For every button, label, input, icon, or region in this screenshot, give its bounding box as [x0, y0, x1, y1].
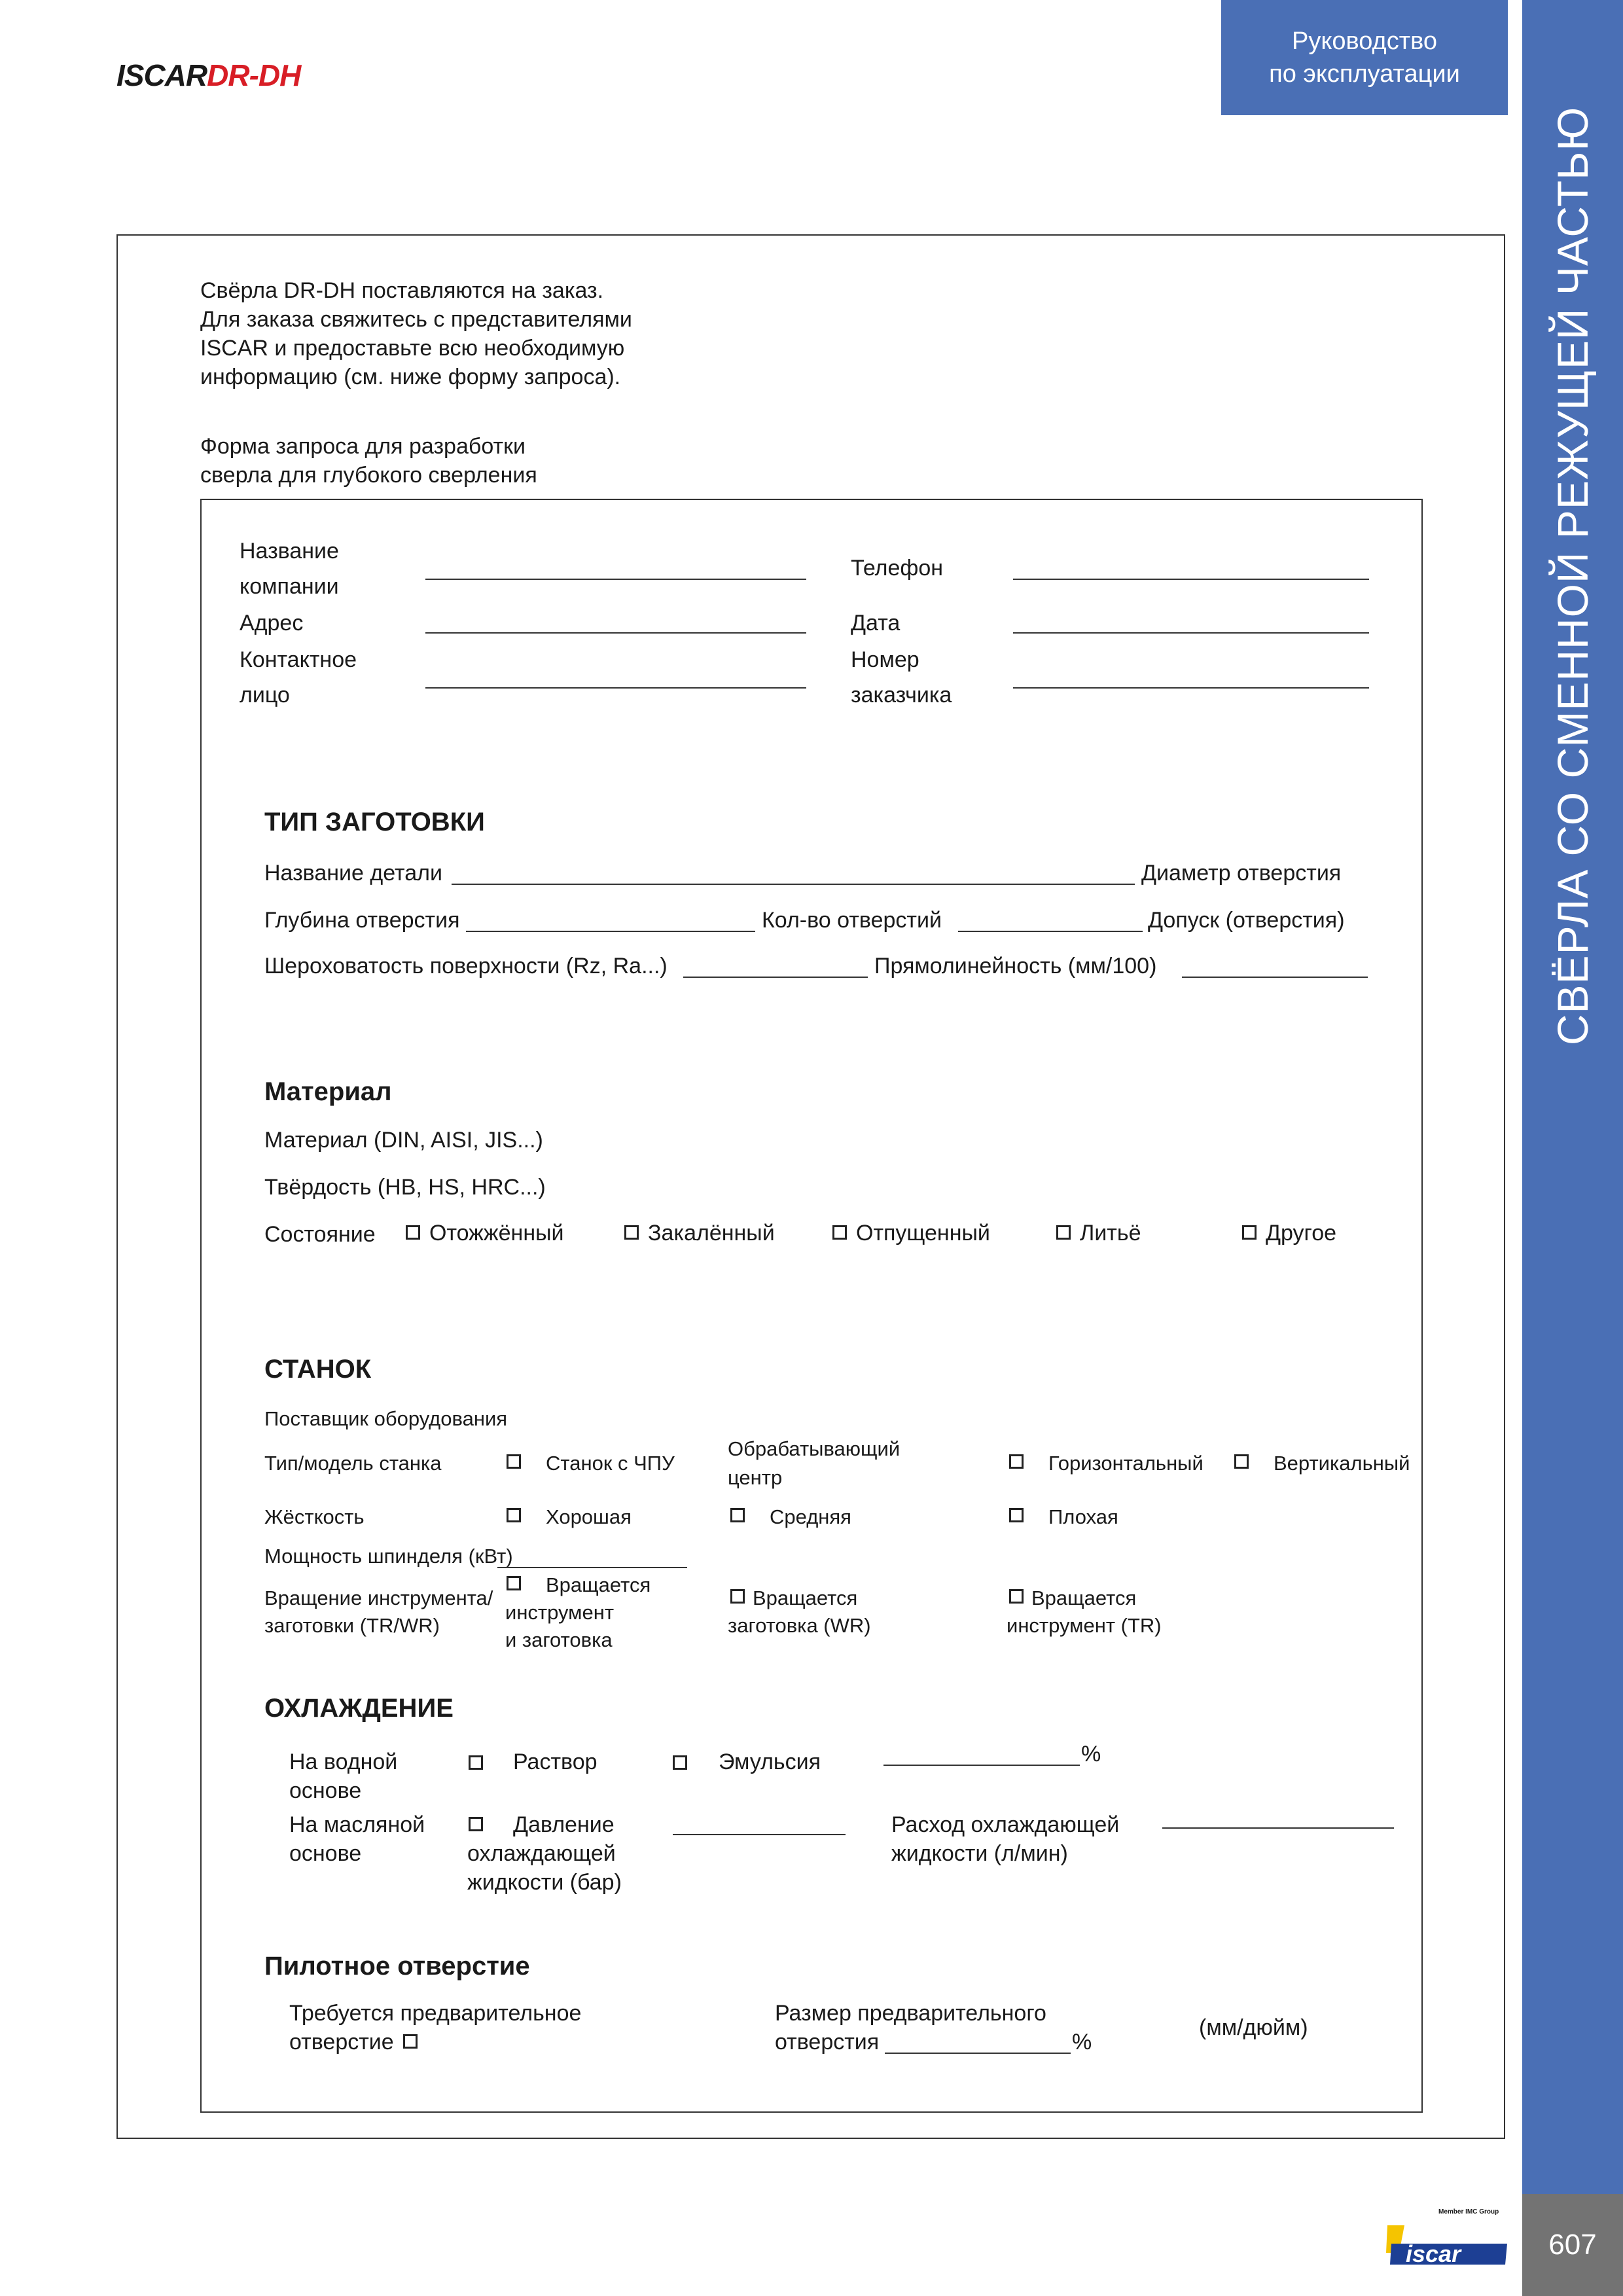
horizontal-checkbox[interactable] — [1009, 1454, 1024, 1469]
oil-based-label-2: основе — [289, 1841, 362, 1866]
emulsion-label: Эмульсия — [719, 1749, 821, 1774]
form-title-1: Форма запроса для разработки — [200, 434, 526, 459]
rotate-workpiece-label-2: заготовка (WR) — [728, 1614, 871, 1637]
rigidity-good-label: Хорошая — [546, 1505, 632, 1528]
solution-checkbox[interactable] — [469, 1755, 483, 1770]
pressure-label-2: охлаждающей — [467, 1841, 616, 1866]
rotate-workpiece-label-1: Вращается — [753, 1587, 858, 1609]
vertical-label: Вертикальный — [1274, 1452, 1410, 1475]
hole-diameter-label: Диаметр отверстия — [1141, 861, 1342, 886]
request-form — [200, 499, 1423, 2113]
brand-main: ISCAR — [116, 58, 207, 92]
flow-rate-label-1: Расход охлаждающей — [891, 1812, 1120, 1837]
condition-cast[interactable] — [1056, 1219, 1141, 1247]
condition-other-label: Другое — [1266, 1221, 1337, 1246]
rigidity-label: Жёсткость — [264, 1505, 365, 1528]
hole-count-label: Кол-во отверстий — [762, 908, 942, 933]
hardness-label: Твёрдость (HB, HS, HRC...) — [264, 1175, 546, 1200]
straightness-field[interactable] — [1182, 977, 1368, 978]
pressure-field[interactable] — [673, 1834, 846, 1835]
rotation-label-1: Вращение инструмента/ — [264, 1587, 493, 1609]
guide-line-2: по эксплуатации — [1269, 60, 1460, 88]
company-field[interactable] — [425, 579, 806, 580]
address-field[interactable] — [425, 632, 806, 634]
pilot-required-label-1: Требуется предварительное — [289, 2001, 582, 2026]
rigidity-poor-checkbox[interactable] — [1009, 1508, 1024, 1522]
checkbox[interactable] — [624, 1225, 639, 1240]
guide-line-1: Руководство — [1291, 27, 1438, 55]
customer-label-2: заказчика — [851, 683, 952, 708]
intro-line-1: Свёрла DR-DH поставляются на заказ. — [200, 278, 604, 303]
pilot-required-checkbox[interactable] — [403, 2034, 418, 2049]
spindle-power-field[interactable] — [497, 1567, 687, 1568]
person-label-1: Контактное — [240, 647, 357, 672]
pressure-label-1: Давление — [513, 1812, 615, 1837]
flow-rate-label-2: жидкости (л/мин) — [891, 1841, 1068, 1866]
workpiece-title: ТИП ЗАГОТОВКИ — [264, 808, 485, 836]
person-label-2: лицо — [240, 683, 290, 708]
date-field[interactable] — [1013, 632, 1369, 634]
hole-count-field[interactable] — [958, 931, 1143, 932]
water-based-label-1: На водной — [289, 1749, 398, 1774]
material-title: Материал — [264, 1077, 392, 1106]
roughness-field[interactable] — [683, 977, 868, 978]
condition-annealed[interactable] — [406, 1219, 564, 1247]
address-label: Адрес — [240, 611, 304, 636]
rotate-tool-checkbox[interactable] — [1009, 1589, 1024, 1604]
condition-label: Состояние — [264, 1222, 376, 1247]
customer-label-1: Номер — [851, 647, 919, 672]
machine-title: СТАНОК — [264, 1355, 372, 1384]
checkbox[interactable] — [1056, 1225, 1071, 1240]
flow-rate-field[interactable] — [1162, 1827, 1394, 1829]
rotate-both-label-1: Вращается — [546, 1573, 651, 1596]
phone-label: Телефон — [851, 556, 944, 581]
intro-line-3: ISCAR и предоставьте всю необходимую — [200, 336, 625, 361]
pilot-size-label-2: отверстия — [775, 2030, 880, 2054]
form-title-2: сверла для глубокого сверления — [200, 463, 537, 488]
intro-line-2: Для заказа свяжитесь с представителями — [200, 307, 632, 332]
pilot-size-percent: % — [1072, 2030, 1092, 2054]
checkbox[interactable] — [406, 1225, 420, 1240]
machining-center-label-1: Обрабатывающий — [728, 1437, 901, 1460]
company-label-1: Название — [240, 539, 339, 564]
rigidity-poor-label: Плохая — [1048, 1505, 1118, 1528]
water-based-label-2: основе — [289, 1778, 362, 1803]
phone-field[interactable] — [1013, 579, 1369, 580]
hole-depth-field[interactable] — [466, 931, 755, 932]
machine-type-label: Тип/модель станка — [264, 1452, 442, 1475]
pilot-title: Пилотное отверстие — [264, 1952, 530, 1981]
page-number: 607 — [1522, 2194, 1623, 2296]
straightness-label: Прямолинейность (мм/100) — [874, 954, 1157, 978]
supplier-label: Поставщик оборудования — [264, 1407, 508, 1430]
machining-center-label-2: центр — [728, 1466, 783, 1489]
brand-accent: DR-DH — [207, 58, 301, 92]
part-name-label: Название детали — [264, 861, 442, 886]
checkbox[interactable] — [1242, 1225, 1257, 1240]
rotate-tool-label-2: инструмент (TR) — [1007, 1614, 1162, 1637]
checkbox[interactable] — [832, 1225, 847, 1240]
condition-tempered[interactable] — [832, 1219, 990, 1247]
material-grade-label: Материал (DIN, AISI, JIS...) — [264, 1128, 543, 1153]
rotate-both-checkbox[interactable] — [507, 1576, 521, 1590]
brand-logo — [116, 58, 300, 93]
pressure-label-3: жидкости (бар) — [467, 1870, 622, 1895]
emulsion-checkbox[interactable] — [673, 1755, 687, 1770]
spindle-power-label: Мощность шпинделя (кВт) — [264, 1545, 513, 1568]
concentration-field[interactable] — [883, 1765, 1080, 1766]
roughness-label: Шероховатость поверхности (Rz, Ra...) — [264, 954, 668, 978]
pilot-units-label: (мм/дюйм) — [1199, 2015, 1308, 2040]
customer-field[interactable] — [1013, 687, 1369, 689]
logo-tag: Member IMC Group — [1438, 2208, 1499, 2215]
rotate-workpiece-checkbox[interactable] — [730, 1589, 745, 1604]
intro-line-4: информацию (см. ниже форму запроса). — [200, 365, 621, 389]
rigidity-medium-label: Средняя — [770, 1505, 851, 1528]
coolant-title: ОХЛАЖДЕНИЕ — [264, 1694, 454, 1723]
condition-cast-label: Литьё — [1080, 1221, 1141, 1246]
concentration-percent: % — [1081, 1742, 1101, 1767]
rotate-both-label-3: и заготовка — [505, 1628, 613, 1651]
date-label: Дата — [851, 611, 901, 636]
condition-tempered-label: Отпущенный — [856, 1221, 990, 1246]
cnc-label: Станок с ЧПУ — [546, 1452, 675, 1475]
oil-based-checkbox[interactable] — [469, 1817, 483, 1831]
vertical-checkbox[interactable] — [1234, 1454, 1249, 1469]
pilot-size-label-1: Размер предварительного — [775, 2001, 1046, 2026]
condition-hardened-label: Закалённый — [648, 1221, 775, 1246]
rotate-tool-label-1: Вращается — [1031, 1587, 1137, 1609]
horizontal-label: Горизонтальный — [1048, 1452, 1204, 1475]
part-name-field[interactable] — [452, 884, 1135, 885]
logo-text: iscar — [1406, 2240, 1461, 2267]
hole-depth-label: Глубина отверстия — [264, 908, 460, 933]
company-label-2: компании — [240, 574, 339, 599]
rigidity-good-checkbox[interactable] — [507, 1508, 521, 1522]
guide-label — [1221, 0, 1508, 115]
pilot-required-text: отверстие — [289, 2030, 394, 2054]
rigidity-medium-checkbox[interactable] — [730, 1508, 745, 1522]
section-title-vertical: СВЁРЛА СО СМЕННОЙ РЕЖУЩЕЙ ЧАСТЬЮ — [1548, 106, 1597, 1046]
tolerance-label: Допуск (отверстия) — [1148, 908, 1345, 933]
rotation-label-2: заготовки (TR/WR) — [264, 1614, 440, 1637]
pilot-size-field[interactable] — [885, 2053, 1071, 2054]
pilot-required-label-2 — [289, 2028, 427, 2056]
person-field[interactable] — [425, 687, 806, 689]
oil-based-label-1: На масляной — [289, 1812, 425, 1837]
solution-label: Раствор — [513, 1749, 597, 1774]
condition-hardened[interactable] — [624, 1219, 775, 1247]
rotate-both-label-2: инструмент — [505, 1601, 615, 1624]
condition-other[interactable] — [1242, 1219, 1336, 1247]
iscar-logo — [1386, 2206, 1510, 2271]
cnc-checkbox[interactable] — [507, 1454, 521, 1469]
condition-annealed-label: Отожжённый — [429, 1221, 564, 1246]
